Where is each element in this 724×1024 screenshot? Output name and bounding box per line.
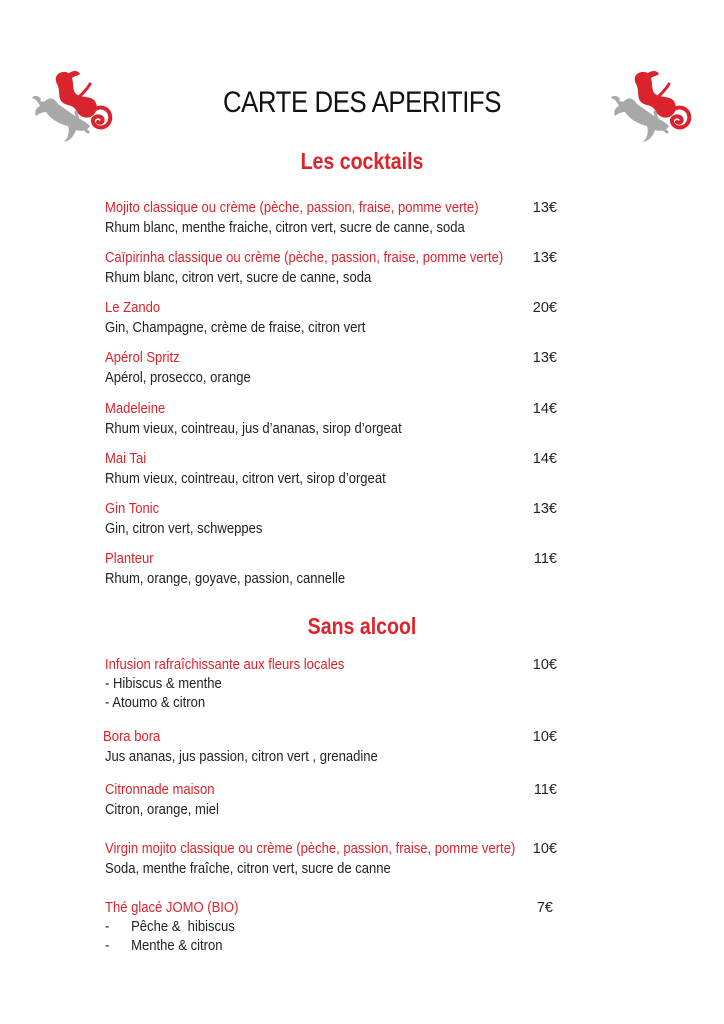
item-name: Le Zando xyxy=(105,300,161,316)
item-name: Apérol Spritz xyxy=(105,350,180,366)
item-price: 13€ xyxy=(532,200,557,216)
item-price: 14€ xyxy=(532,401,557,417)
item-description: Citron, orange, miel xyxy=(105,802,219,818)
menu-item xyxy=(105,655,565,713)
section-title-cocktails: Les cocktails xyxy=(300,148,424,174)
menu-item xyxy=(105,898,565,956)
page-title: CARTE DES APERITIFS xyxy=(222,86,502,119)
menu-item xyxy=(105,348,565,388)
item-description: Rhum blanc, menthe fraiche, citron vert, sucre de canne, soda xyxy=(105,220,465,236)
item-description: Rhum vieux, cointreau, jus d’ananas, sirop d’orgeat xyxy=(105,421,402,437)
item-option: - Atoumo & citron xyxy=(105,695,206,711)
menu-item xyxy=(105,499,565,539)
item-description: Apérol, prosecco, orange xyxy=(105,370,251,386)
item-description: Rhum vieux, cointreau, citron vert, sirop d’orgeat xyxy=(105,471,386,487)
item-name: Citronnade maison xyxy=(105,782,215,798)
item-description: Gin, citron vert, schweppes xyxy=(105,521,263,537)
item-option: - Menthe & citron xyxy=(105,938,223,954)
item-description: Rhum blanc, citron vert, sucre de canne, soda xyxy=(105,270,372,286)
item-name: Planteur xyxy=(105,551,154,567)
menu-item xyxy=(105,780,565,820)
item-name: Thé glacé JOMO (BIO) xyxy=(105,900,239,916)
menu-item xyxy=(105,298,565,338)
item-name: Madeleine xyxy=(105,401,166,417)
item-description: Soda, menthe fraîche, citron vert, sucre de canne xyxy=(105,861,391,877)
item-description: Gin, Champagne, crème de fraise, citron vert xyxy=(105,320,366,336)
item-name: Mojito classique ou crème (pèche, passion, fraise, pomme verte) xyxy=(105,200,479,216)
menu-item xyxy=(105,549,565,589)
item-option: - Pêche & hibiscus xyxy=(105,919,235,935)
item-option: - Hibiscus & menthe xyxy=(105,676,222,692)
item-name: Mai Tai xyxy=(105,451,147,467)
item-name: Bora bora xyxy=(103,729,161,745)
menu-item xyxy=(105,198,565,238)
item-name: Caïpirinha classique ou crème (pèche, passion, fraise, pomme verte) xyxy=(105,250,504,266)
item-price: 13€ xyxy=(532,501,557,517)
item-name: Infusion rafraîchissante aux fleurs locales xyxy=(105,657,345,673)
item-price: 11€ xyxy=(533,551,557,567)
item-price: 11€ xyxy=(533,782,557,798)
menu-item xyxy=(105,248,565,288)
item-price: 13€ xyxy=(532,350,557,366)
menu-item xyxy=(103,727,563,767)
item-description: Jus ananas, jus passion, citron vert , grenadine xyxy=(105,749,378,765)
item-price: 20€ xyxy=(532,300,557,316)
item-description: Rhum, orange, goyave, passion, cannelle xyxy=(105,571,346,587)
item-price: 10€ xyxy=(532,657,557,673)
section-title-sans-alcool: Sans alcool xyxy=(307,613,417,639)
item-price: 7€ xyxy=(536,900,553,916)
item-name: Gin Tonic xyxy=(105,501,160,517)
item-price: 13€ xyxy=(532,250,557,266)
menu-item xyxy=(105,399,565,439)
menu-item xyxy=(105,449,565,489)
item-price: 10€ xyxy=(532,841,557,857)
item-price: 14€ xyxy=(532,451,557,467)
menu-item xyxy=(105,839,565,879)
item-name: Virgin mojito classique ou crème (pèche, passion, fraise, pomme verte) xyxy=(105,841,516,857)
item-price: 10€ xyxy=(532,729,557,745)
